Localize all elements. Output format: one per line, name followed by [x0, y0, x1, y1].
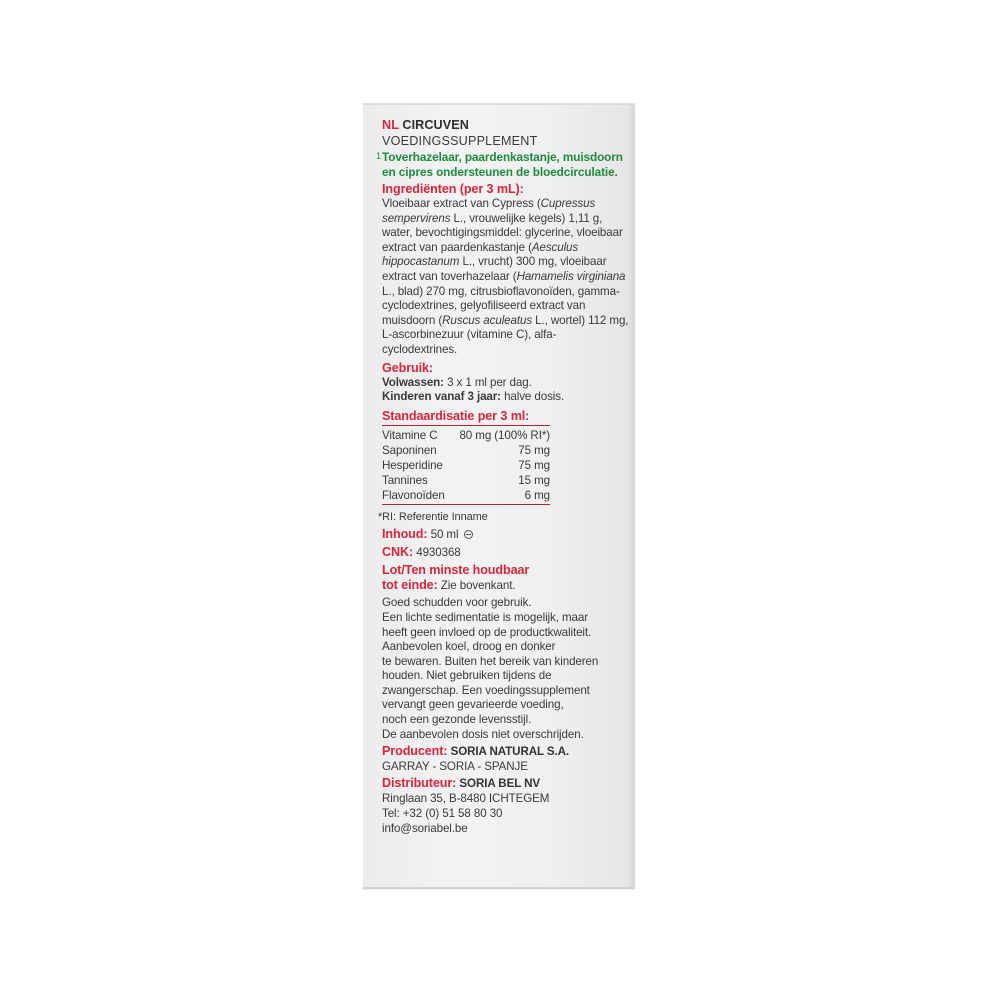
warnings-block [382, 596, 630, 742]
distributor-name: SORIA BEL NV [459, 777, 541, 791]
std-name: Saponinen [382, 443, 437, 457]
usage-adults-label: Volwassen: [382, 375, 444, 389]
usage-children-label: Kinderen vanaf 3 jaar: [382, 390, 501, 404]
claim-marker: 1 [376, 151, 381, 161]
producer-name: SORIA NATURAL S.A. [450, 745, 570, 759]
cnk-value: 4930368 [416, 546, 461, 560]
lot-label-2: tot einde: [382, 578, 438, 593]
product-name: CIRCUVEN [402, 118, 469, 132]
std-value: 15 mg [518, 473, 550, 487]
warning-line: Aanbevolen koel, droog en donker [382, 640, 556, 654]
ingredients-heading: Ingrediënten (per 3 mL): [382, 182, 524, 196]
product-category: VOEDINGSSUPPLEMENT [382, 134, 538, 148]
warning-line: noch een gezonde levensstijl. [382, 713, 532, 727]
warning-line: houden. Niet gebruiken tijdens de [382, 669, 552, 683]
producer-label: Producent: [382, 744, 448, 759]
warning-line: Een lichte sedimentatie is mogelijk, maar [382, 610, 588, 624]
warning-line: heeft geen invloed op de productkwaliteit. [382, 625, 592, 639]
contents-line [382, 527, 630, 542]
std-value: 80 mg (100% RI*) [459, 428, 550, 442]
product-label-panel [363, 103, 635, 889]
std-row-flavonoiden [382, 488, 550, 503]
health-claim [376, 150, 630, 180]
cnk-line [382, 545, 630, 560]
usage-adults [382, 376, 630, 391]
ingredients-part: L., vrucht) 300 mg, vloeibaar extract van toverhazelaar ( [382, 255, 607, 283]
ingredients-part: Vloeibaar extract van Cypress ( [382, 197, 541, 210]
ingredients-part: L., blad) 270 mg, citrusbioflavonoïden, gamma-cyclodextrines, gelyofiliseerd extract van muisdoorn ( [382, 284, 620, 327]
usage-children-value: halve dosis. [504, 390, 565, 404]
label-content [376, 117, 630, 836]
std-value: 6 mg [524, 488, 550, 502]
claim-text: Toverhazelaar, paardenkastanje, muisdoorn en cipres ondersteunen de bloedcirculatie. [382, 150, 623, 179]
std-row-hesperidine [382, 458, 550, 473]
standardisation-heading: Standaardisatie per 3 ml: [382, 408, 550, 426]
cnk-label: CNK: [382, 545, 414, 560]
std-row-vitamine-c [382, 428, 550, 443]
lot-label-1: Lot/Ten minste houdbaar [382, 563, 530, 578]
ri-footnote: *RI: Referentie Inname [378, 510, 488, 523]
latin-name-ruscus: Ruscus aculeatus [442, 313, 533, 327]
latin-name-aesculus: Aesculus hippocastanum [382, 240, 579, 269]
product-title [382, 117, 630, 133]
std-value: 75 mg [518, 443, 550, 457]
lot-value: Zie bovenkant. [440, 579, 516, 593]
distributor-address: Ringlaan 35, B-8480 ICHTEGEM [382, 792, 550, 806]
producer-block [382, 744, 630, 774]
estimate-mark-icon [464, 530, 473, 539]
usage-children [382, 390, 630, 405]
language-code: NL [382, 118, 399, 132]
usage-adults-value: 3 x 1 ml per dag. [447, 375, 532, 389]
producer-address: GARRAY - SORIA - SPANJE [382, 760, 528, 774]
usage-heading: Gebruik: [382, 360, 433, 375]
latin-name-cupressus: Cupressus sempervirens [382, 197, 596, 225]
lot-line [382, 563, 630, 593]
std-row-tannines [382, 473, 550, 488]
std-value: 75 mg [518, 458, 550, 472]
std-name: Flavonoïden [382, 488, 445, 502]
distributor-label: Distributeur: [382, 776, 457, 791]
warning-line: vervangt geen gevarieerde voeding, [382, 698, 564, 712]
distributor-block [382, 776, 630, 836]
distributor-phone: Tel: +32 (0) 51 58 80 30 [382, 807, 503, 821]
std-name: Vitamine C [382, 428, 438, 442]
ingredients-text [382, 197, 630, 358]
ingredients-part: L., vrouwelijke kegels) 1,11 g, water, bevochtigingsmiddel: glycerine, vloeibaar extract van paardenkastanje ( [382, 211, 623, 254]
standardisation-table [382, 426, 550, 505]
warning-line: Goed schudden voor gebruik. [382, 596, 532, 610]
std-row-saponinen [382, 443, 550, 458]
latin-name-hamamelis: Hamamelis virginiana [516, 269, 626, 283]
std-name: Hesperidine [382, 458, 443, 472]
ingredients-part: L., wortel) 112 mg, L-ascorbinezuur (vitamine C), alfa-cyclodextrines. [382, 313, 629, 356]
warning-line: De aanbevolen dosis niet overschrijden. [382, 727, 584, 741]
warning-line: zwangerschap. Een voedingssupplement [382, 683, 590, 697]
std-name: Tannines [382, 473, 428, 487]
contents-value: 50 ml [430, 528, 459, 542]
contents-label: Inhoud: [382, 527, 428, 542]
distributor-email: info@soriabel.be [382, 822, 468, 836]
warning-line: te bewaren. Buiten het bereik van kinderen [382, 654, 599, 668]
